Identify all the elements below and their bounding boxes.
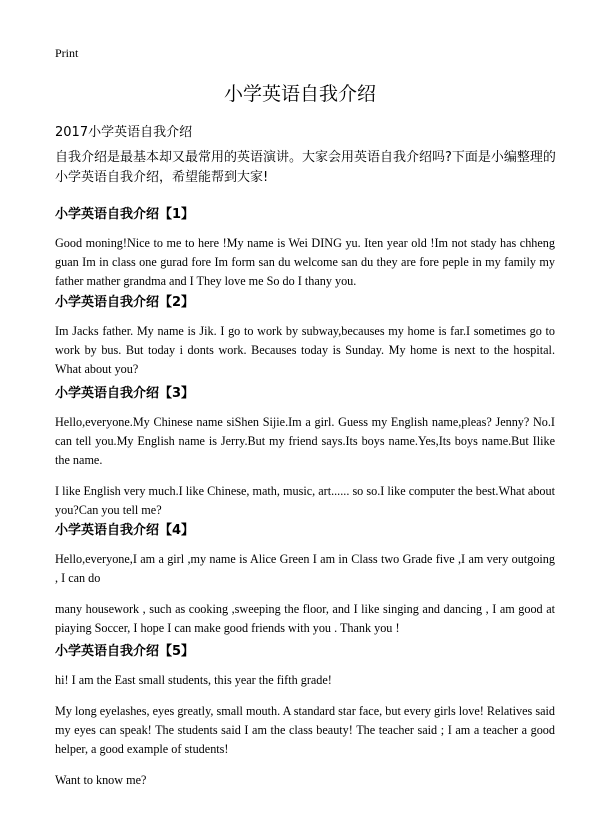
section-4 bbox=[55, 519, 555, 638]
section-paragraph: I like English very much.I like Chinese, math, music, art...... so so.I like computer the best.What about you?Can you tell me? bbox=[55, 484, 555, 517]
section-heading: 小学英语自我介绍【2】 bbox=[55, 295, 195, 310]
section-paragraph: Good moning!Nice to me to here !My name is Wei DING yu. Iten year old !Im not stady has chheng guan Im in class one gurad fore Im form san du welcome san du they are fore peple in my family my father mather grandma and I They love me So do I thany you. bbox=[55, 236, 555, 288]
section-5 bbox=[55, 640, 555, 790]
section-paragraph: Hello,everyone,I am a girl ,my name is Alice Green I am in Class two Grade five ,I am very outgoing , I can do bbox=[55, 552, 555, 585]
intro-paragraph: 自我介绍是最基本却又最常用的英语演讲。大家会用英语自我介绍吗?下面是小编整理的小学英语自我介绍，希望能帮到大家! bbox=[55, 150, 556, 185]
section-paragraph: many housework , such as cooking ,sweeping the floor, and I like singing and dancing , I am good at piaying Soccer, I hope I can make good friends with you . Thank you ! bbox=[55, 602, 555, 635]
section-heading: 小学英语自我介绍【3】 bbox=[55, 386, 195, 401]
section-heading: 小学英语自我介绍【5】 bbox=[55, 644, 195, 659]
section-heading: 小学英语自我介绍【1】 bbox=[55, 207, 195, 222]
section-2 bbox=[55, 291, 555, 379]
section-paragraph: Im Jacks father. My name is Jik. I go to work by subway,becauses my home is far.I sometimes go to work by bus. But today i donts work. Becauses today is Sunday. My home is next to the hospital. What about you? bbox=[55, 324, 555, 376]
section-paragraph: Want to know me? bbox=[55, 773, 147, 787]
section-paragraph: hi! I am the East small students, this year the fifth grade! bbox=[55, 673, 332, 687]
section-3 bbox=[55, 382, 555, 520]
page-title: 小学英语自我介绍 bbox=[223, 83, 376, 105]
subtitle: 2017小学英语自我介绍 bbox=[55, 125, 193, 140]
print-label[interactable]: Print bbox=[55, 46, 79, 60]
section-1 bbox=[55, 203, 555, 291]
section-paragraph: My long eyelashes, eyes greatly, small mouth. A standard star face, but every girls love! Relatives said my eyes can speak! The students said I am the class beauty! The teacher said ; I am a teacher a good helper, a good example of students! bbox=[55, 704, 555, 756]
section-paragraph: Hello,everyone.My Chinese name siShen Sijie.Im a girl. Guess my English name,pleas? Jenny? No.I can tell you.My English name is Jerry.But my friend says.Its boys name.Yes,Its boys name.But Ilike the name. bbox=[55, 415, 555, 467]
section-heading: 小学英语自我介绍【4】 bbox=[55, 523, 195, 538]
